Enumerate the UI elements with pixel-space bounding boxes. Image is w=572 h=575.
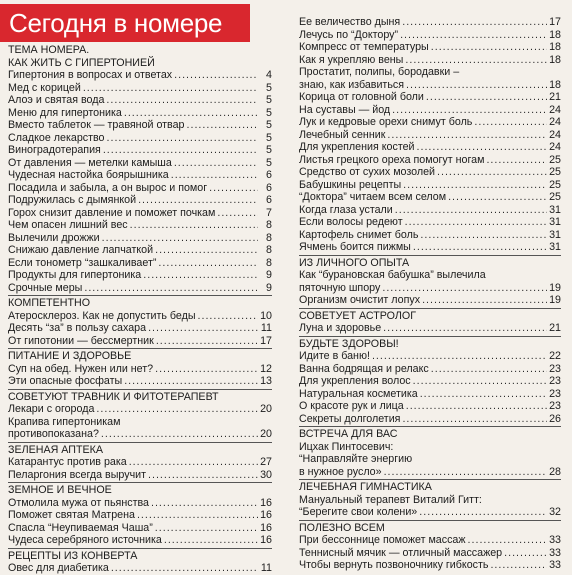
- toc-entry[interactable]: [8, 244, 272, 257]
- toc-entry[interactable]: [8, 522, 272, 535]
- toc-entry[interactable]: [299, 104, 561, 117]
- dot-leader: [384, 466, 547, 479]
- toc-entry-title: знаю, как избавиться: [299, 78, 405, 91]
- title-banner: [0, 4, 250, 42]
- dot-leader: [156, 335, 258, 348]
- toc-entry-page: 18: [549, 78, 561, 91]
- toc-entry-page: 20: [260, 428, 272, 440]
- toc-entry-title-line: Ицхак Пинтосевич:: [299, 440, 394, 453]
- toc-entry[interactable]: [299, 29, 561, 42]
- toc-entry[interactable]: [8, 403, 272, 416]
- dot-leader: [171, 169, 258, 182]
- toc-entry-multiline[interactable]: [299, 66, 561, 91]
- dot-leader: [406, 79, 547, 92]
- toc-entry[interactable]: [8, 282, 272, 295]
- dot-leader: [124, 375, 258, 388]
- toc-entry-page: 25: [549, 166, 561, 178]
- dot-leader: [155, 244, 258, 257]
- toc-entry-page: 33: [549, 534, 561, 546]
- toc-entry-page: 17: [260, 334, 272, 347]
- toc-entry-title: Ванна бодрящая и релакс: [299, 362, 429, 375]
- toc-entry[interactable]: [8, 257, 272, 270]
- dot-leader: [111, 562, 258, 575]
- section-header-line: ЗЕЛЕНАЯ АПТЕКА: [8, 443, 103, 456]
- toc-entry[interactable]: [299, 54, 561, 67]
- toc-entry-page: 24: [549, 141, 561, 153]
- toc-entry[interactable]: [299, 294, 561, 307]
- toc-entry-title: Вместо таблеток — травяной отвар: [8, 119, 185, 131]
- toc-entry[interactable]: [8, 322, 272, 335]
- toc-entry[interactable]: [8, 82, 272, 95]
- dot-leader: [382, 282, 547, 295]
- toc-entry-page: 16: [260, 521, 272, 534]
- toc-entry-multiline[interactable]: [8, 416, 272, 441]
- toc-entry-title: Если тонометр “зашкаливает”: [8, 256, 157, 269]
- toc-entry-page: 5: [266, 119, 272, 131]
- toc-entry-title: На суставы — йод: [299, 103, 391, 116]
- toc-entry-title: противопоказана?: [8, 428, 99, 440]
- section-header-line: ЗЕМНОЕ И ВЕЧНОЕ: [8, 484, 112, 496]
- toc-entry-page: 5: [266, 106, 272, 119]
- dot-leader: [448, 191, 547, 204]
- dot-leader: [383, 322, 547, 335]
- toc-entry-page: 8: [266, 256, 272, 269]
- toc-entry-title: Организм очистит лопух: [299, 294, 421, 306]
- dot-leader: [395, 204, 547, 217]
- dot-leader: [138, 194, 258, 207]
- section-header: [299, 520, 561, 535]
- toc-entry-title: Чудесная настойка боярышника: [8, 169, 169, 181]
- dot-leader: [405, 54, 547, 67]
- toc-entry-title: Листья грецкого ореха помогут ногам: [299, 153, 485, 166]
- toc-entry[interactable]: [299, 413, 561, 426]
- toc-entry-title-line: Простатит, полипы, бородавки –: [299, 66, 460, 78]
- toc-entry[interactable]: [299, 506, 561, 519]
- section-header-line: ТЕМА НОМЕРА.: [8, 44, 90, 56]
- toc-entry-page: 5: [266, 144, 272, 156]
- toc-entry-page: 25: [549, 178, 561, 191]
- dot-leader: [400, 29, 547, 42]
- toc-entry-title: Посадила и забыла, а он вырос и помог: [8, 181, 208, 194]
- toc-entry-title: Теннисный мячик — отличный массажер: [299, 546, 503, 559]
- toc-entry-page: 18: [549, 28, 561, 41]
- toc-entry-page: 8: [266, 244, 272, 256]
- toc-entry-title: Средство от сухих мозолей: [299, 166, 436, 178]
- toc-entry[interactable]: [299, 322, 561, 335]
- toc-entry[interactable]: [8, 144, 272, 157]
- toc-right-column: [299, 16, 561, 572]
- toc-entry-title: Натуральная косметика: [299, 387, 418, 400]
- section-header-line: РЕЦЕПТЫ ИЗ КОНВЕРТА: [8, 549, 138, 562]
- toc-entry-page: 11: [260, 322, 272, 334]
- section-header: [8, 482, 272, 497]
- toc-entry[interactable]: [299, 91, 561, 104]
- toc-entry-page: 23: [549, 400, 561, 412]
- toc-entry-page: 23: [549, 387, 561, 400]
- toc-entry-page: 24: [549, 103, 561, 116]
- toc-entry-page: 6: [266, 169, 272, 181]
- toc-entry-multiline[interactable]: [299, 494, 561, 519]
- toc-entry-title: При бессоннице поможет массаж: [299, 534, 466, 546]
- dot-leader: [101, 428, 258, 441]
- toc-entry[interactable]: [299, 166, 561, 179]
- toc-entry[interactable]: [299, 204, 561, 217]
- toc-entry-page: 25: [549, 191, 561, 203]
- toc-entry[interactable]: [299, 375, 561, 388]
- toc-entry-page: 9: [266, 269, 272, 281]
- section-header-line: СОВЕТУЮТ ТРАВНИК И ФИТОТЕРАПЕВТ: [8, 390, 219, 403]
- toc-entry[interactable]: [299, 216, 561, 229]
- toc-entry-title-line: Мануальный терапевт Виталий Гитт:: [299, 493, 482, 506]
- toc-entry-title: От давления — метелки камыша: [8, 156, 172, 169]
- toc-entry-page: 28: [549, 465, 561, 478]
- toc-entry-multiline[interactable]: [299, 269, 561, 294]
- toc-entry[interactable]: [8, 157, 272, 170]
- toc-entry[interactable]: [299, 229, 561, 242]
- dot-leader: [83, 82, 258, 95]
- toc-entry-title: “Доктора” читаем всем селом: [299, 191, 447, 203]
- toc-entry-page: 8: [266, 219, 272, 231]
- section-header-line: КОМПЕТЕНТНО: [8, 297, 91, 309]
- toc-entry-title: Чем опасен лишний вес: [8, 219, 128, 231]
- toc-entry[interactable]: [8, 509, 272, 522]
- toc-entry-page: 13: [260, 375, 272, 387]
- toc-entry-page: 7: [266, 206, 272, 219]
- toc-entry-page: 30: [260, 468, 272, 481]
- toc-entry-page: 8: [266, 231, 272, 244]
- toc-entry-page: 32: [549, 506, 561, 518]
- section-header-line: КАК ЖИТЬ С ГИПЕРТОНИЕЙ: [8, 56, 155, 69]
- toc-entry-title: “Берегите свои колени»: [299, 506, 418, 518]
- toc-entry-title: Меню для гипертоника: [8, 106, 122, 119]
- toc-entry-page: 5: [266, 94, 272, 106]
- section-header: [8, 44, 272, 69]
- toc-entry-title: Чтобы вернуть позвоночнику гибкость: [299, 559, 489, 571]
- toc-entry-page: 22: [549, 350, 561, 362]
- dot-leader: [96, 403, 258, 416]
- toc-entry[interactable]: [8, 207, 272, 220]
- toc-entry-page: 20: [260, 403, 272, 415]
- dot-leader: [504, 547, 547, 560]
- toc-entry-title: Мед с корицей: [8, 81, 81, 94]
- toc-entry-title: пяточную шпору: [299, 281, 381, 294]
- toc-entry-title: О красоте рук и лица: [299, 400, 404, 412]
- dot-leader: [151, 497, 258, 510]
- toc-entry[interactable]: [8, 335, 272, 348]
- toc-entry[interactable]: [8, 497, 272, 510]
- toc-entry-page: 24: [549, 116, 561, 128]
- toc-entry-page: 16: [260, 534, 272, 546]
- section-header: [8, 348, 272, 363]
- toc-entry-title: Лекари с огорода: [8, 403, 95, 415]
- toc-entry-page: 12: [260, 362, 272, 375]
- toc-entry-title: Для укрепления костей: [299, 141, 415, 153]
- toc-entry-page: 33: [549, 546, 561, 559]
- section-header: [8, 442, 272, 457]
- toc-entry-title: От гипотонии — бессмертник: [8, 334, 154, 347]
- dot-leader: [468, 534, 547, 547]
- dot-leader: [129, 456, 258, 469]
- toc-entry-title: Идите в баню!: [299, 350, 370, 362]
- dot-leader: [198, 310, 258, 323]
- toc-entry-page: 27: [260, 456, 272, 468]
- toc-entry[interactable]: [8, 119, 272, 132]
- toc-entry-title: Катарантус против рака: [8, 456, 127, 468]
- toc-entry-title: Десять “за” в пользу сахара: [8, 322, 147, 334]
- toc-entry-page: 23: [549, 362, 561, 375]
- toc-entry[interactable]: [8, 310, 272, 323]
- toc-entry-page: 33: [549, 559, 561, 571]
- toc-entry[interactable]: [299, 388, 561, 401]
- toc-entry-title: Подружилась с дымянкой: [8, 194, 137, 206]
- toc-entry[interactable]: [299, 241, 561, 254]
- toc-entry-page: 16: [260, 496, 272, 509]
- page-title: Сегодня в номере: [9, 8, 223, 38]
- toc-entry-title: Эти опасные фосфаты: [8, 375, 123, 387]
- toc-entry-title: Компресс от температуры: [299, 41, 429, 53]
- toc-entry-title: Гипертония в вопросах и ответах: [8, 69, 173, 81]
- section-header: [299, 308, 561, 323]
- toc-entry[interactable]: [299, 79, 561, 92]
- section-header: [299, 479, 561, 494]
- dot-leader: [217, 207, 258, 220]
- toc-entry-title: Картофель снимет боль: [299, 228, 419, 241]
- dot-leader: [431, 41, 547, 54]
- toc-entry-title: Поможет святая Матрена: [8, 509, 135, 521]
- toc-entry[interactable]: [299, 16, 561, 29]
- toc-entry-page: 16: [260, 509, 272, 521]
- toc-entry-title: Чудеса серебряного источника: [8, 534, 162, 546]
- toc-entry[interactable]: [8, 428, 272, 441]
- dot-leader: [372, 350, 547, 363]
- toc-entry-title: Корица от головной боли: [299, 91, 424, 103]
- dot-leader: [490, 559, 547, 572]
- toc-entry-title: Отмолила мужа от пьянства: [8, 496, 149, 509]
- dot-leader: [417, 141, 547, 154]
- dot-leader: [437, 166, 547, 179]
- dot-leader: [403, 179, 547, 192]
- toc-entry-title: Секреты долголетия: [299, 412, 401, 425]
- toc-entry[interactable]: [299, 141, 561, 154]
- section-header-line: ИЗ ЛИЧНОГО ОПЫТА: [299, 256, 410, 269]
- toc-entry[interactable]: [299, 154, 561, 167]
- toc-entry[interactable]: [299, 466, 561, 479]
- toc-entry-page: 31: [549, 216, 561, 228]
- dot-leader: [419, 506, 547, 519]
- toc-entry-page: 5: [266, 156, 272, 169]
- dot-leader: [155, 363, 258, 376]
- toc-entry[interactable]: [8, 169, 272, 182]
- toc-entry-title: Овес для диабетика: [8, 562, 109, 574]
- toc-entry-title-line: Крапива гипертоникам: [8, 415, 121, 428]
- toc-entry-title: Ее величество дыня: [299, 16, 401, 28]
- toc-entry-page: 11: [260, 562, 272, 574]
- toc-entry-page: 31: [549, 241, 561, 253]
- section-header-line: ЛЕЧЕБНАЯ ГИМНАСТИКА: [299, 481, 432, 493]
- dot-leader: [148, 322, 258, 335]
- toc-entry-title: Лук и кедровые орехи снимут боль: [299, 116, 473, 128]
- toc-entry-page: 18: [549, 41, 561, 53]
- toc-entry-page: 19: [549, 294, 561, 306]
- toc-entry[interactable]: [299, 191, 561, 204]
- toc-entry-page: 21: [549, 322, 561, 334]
- dot-leader: [124, 107, 258, 120]
- dot-leader: [209, 182, 258, 195]
- toc-entry[interactable]: [8, 107, 272, 120]
- toc-entry-title: Бабушкины рецепты: [299, 178, 402, 191]
- dot-leader: [420, 388, 547, 401]
- toc-entry-page: 23: [549, 375, 561, 387]
- toc-entry-title: Алоэ и святая вода: [8, 94, 105, 106]
- dot-leader: [143, 269, 258, 282]
- toc-entry[interactable]: [299, 129, 561, 142]
- toc-entry[interactable]: [299, 534, 561, 547]
- toc-entry-title: Виноградотерапия: [8, 144, 101, 156]
- toc-entry[interactable]: [8, 69, 272, 82]
- toc-entry[interactable]: [299, 350, 561, 363]
- dot-leader: [402, 413, 547, 426]
- toc-entry-page: 6: [266, 194, 272, 206]
- dot-leader: [420, 229, 547, 242]
- toc-entry[interactable]: [299, 400, 561, 413]
- section-header-line: БУДЬТЕ ЗДОРОВЫ!: [299, 337, 399, 350]
- toc-entry-page: 24: [549, 128, 561, 141]
- toc-entry-page: 6: [266, 181, 272, 194]
- toc-entry-title: Когда глаза устали: [299, 203, 393, 216]
- dot-leader: [405, 216, 547, 229]
- section-header-line: ВСТРЕЧА ДЛЯ ВАС: [299, 428, 398, 440]
- toc-entry-page: 5: [266, 131, 272, 144]
- toc-entry-title: Горох снизит давление и поможет почкам: [8, 206, 216, 219]
- dot-leader: [84, 282, 258, 295]
- dot-leader: [103, 144, 258, 157]
- dot-leader: [155, 522, 258, 535]
- dot-leader: [387, 129, 547, 142]
- section-header-line: СОВЕТУЕТ АСТРОЛОГ: [299, 309, 416, 322]
- dot-leader: [426, 91, 547, 104]
- toc-entry-title: Срочные меры: [8, 281, 83, 294]
- toc-entry[interactable]: [8, 194, 272, 207]
- section-header: [299, 426, 561, 441]
- toc-entry[interactable]: [8, 269, 272, 282]
- toc-entry[interactable]: [8, 94, 272, 107]
- toc-entry[interactable]: [8, 132, 272, 145]
- toc-entry-page: 25: [549, 153, 561, 166]
- toc-entry-page: 31: [549, 203, 561, 216]
- dot-leader: [148, 469, 258, 482]
- dot-leader: [187, 119, 259, 132]
- section-header-line: ПОЛЕЗНО ВСЕМ: [299, 521, 385, 534]
- toc-entry-title: Спасла “Неупиваемая Чаша”: [8, 521, 153, 534]
- dot-leader: [413, 375, 547, 388]
- dot-leader: [402, 16, 547, 29]
- dot-leader: [164, 534, 258, 547]
- toc-entry-page: 4: [266, 69, 272, 81]
- toc-entry-page: 21: [549, 91, 561, 103]
- dot-leader: [474, 116, 547, 129]
- dot-leader: [431, 363, 547, 376]
- toc-entry-title: Сладкое лекарство: [8, 131, 105, 144]
- toc-entry-title-line: “Направляйте энергию: [299, 453, 413, 465]
- dot-leader: [102, 232, 258, 245]
- toc-entry[interactable]: [299, 547, 561, 560]
- toc-entry-title: Для укрепления волос: [299, 375, 411, 387]
- toc-entry[interactable]: [299, 41, 561, 54]
- toc-entry-title: Вылечили дрожжи: [8, 231, 100, 244]
- toc-entry-page: 31: [549, 228, 561, 241]
- toc-entry[interactable]: [299, 559, 561, 572]
- dot-leader: [106, 94, 258, 107]
- toc-entry-page: 18: [549, 53, 561, 66]
- section-header: [299, 255, 561, 270]
- dot-leader: [130, 219, 258, 232]
- toc-entry[interactable]: [8, 182, 272, 195]
- toc-entry[interactable]: [8, 232, 272, 245]
- toc-entry[interactable]: [299, 179, 561, 192]
- toc-entry-title: Продукты для гипертоника: [8, 269, 142, 281]
- dot-leader: [422, 294, 547, 307]
- toc-entry-page: 9: [266, 281, 272, 294]
- toc-entry[interactable]: [8, 375, 272, 388]
- toc-left-column: [8, 44, 272, 575]
- toc-entry[interactable]: [299, 116, 561, 129]
- toc-entry-page: 19: [549, 281, 561, 294]
- toc-entry-title: Лечебный сенник: [299, 128, 386, 141]
- toc-entry-title: Луна и здоровье: [299, 322, 382, 334]
- toc-entry[interactable]: [8, 363, 272, 376]
- toc-entry-page: 17: [549, 16, 561, 28]
- toc-entry[interactable]: [299, 282, 561, 295]
- toc-entry-title: Пеларгония всегда выручит: [8, 468, 147, 481]
- toc-entry-page: 5: [266, 81, 272, 94]
- section-header-line: ПИТАНИЕ И ЗДОРОВЬЕ: [8, 350, 132, 362]
- dot-leader: [158, 257, 258, 270]
- toc-entry[interactable]: [299, 363, 561, 376]
- dot-leader: [174, 157, 258, 170]
- toc-entry[interactable]: [8, 534, 272, 547]
- section-header: [8, 295, 272, 310]
- toc-entry[interactable]: [8, 456, 272, 469]
- toc-entry[interactable]: [8, 469, 272, 482]
- toc-entry-title: Лечусь по “Доктору”: [299, 28, 399, 41]
- section-header: [299, 336, 561, 351]
- toc-entry[interactable]: [8, 219, 272, 232]
- toc-entry-title: Как я укрепляю вены: [299, 53, 404, 66]
- toc-entry-title: Атеросклероз. Как не допустить беды: [8, 309, 196, 322]
- toc-entry-title: Снижаю давление лапчаткой: [8, 244, 154, 256]
- dot-leader: [486, 154, 547, 167]
- toc-entry-page: 10: [260, 309, 272, 322]
- toc-entry-title: Если волосы редеют: [299, 216, 403, 228]
- toc-entry-page: 26: [549, 412, 561, 425]
- toc-entry-title: Суп на обед. Нужен или нет?: [8, 362, 154, 375]
- dot-leader: [392, 104, 547, 117]
- dot-leader: [406, 400, 547, 413]
- dot-leader: [137, 509, 258, 522]
- toc-entry-title: Ячмень боится пижмы: [299, 241, 411, 253]
- dot-leader: [107, 132, 258, 145]
- section-header: [8, 389, 272, 404]
- toc-entry-multiline[interactable]: [299, 441, 561, 479]
- toc-entry[interactable]: [8, 562, 272, 575]
- toc-entry-title-line: Как “бурановская бабушка” вылечила: [299, 269, 486, 281]
- dot-leader: [174, 69, 258, 82]
- dot-leader: [413, 241, 547, 254]
- toc-entry-title: в нужное русло»: [299, 465, 382, 478]
